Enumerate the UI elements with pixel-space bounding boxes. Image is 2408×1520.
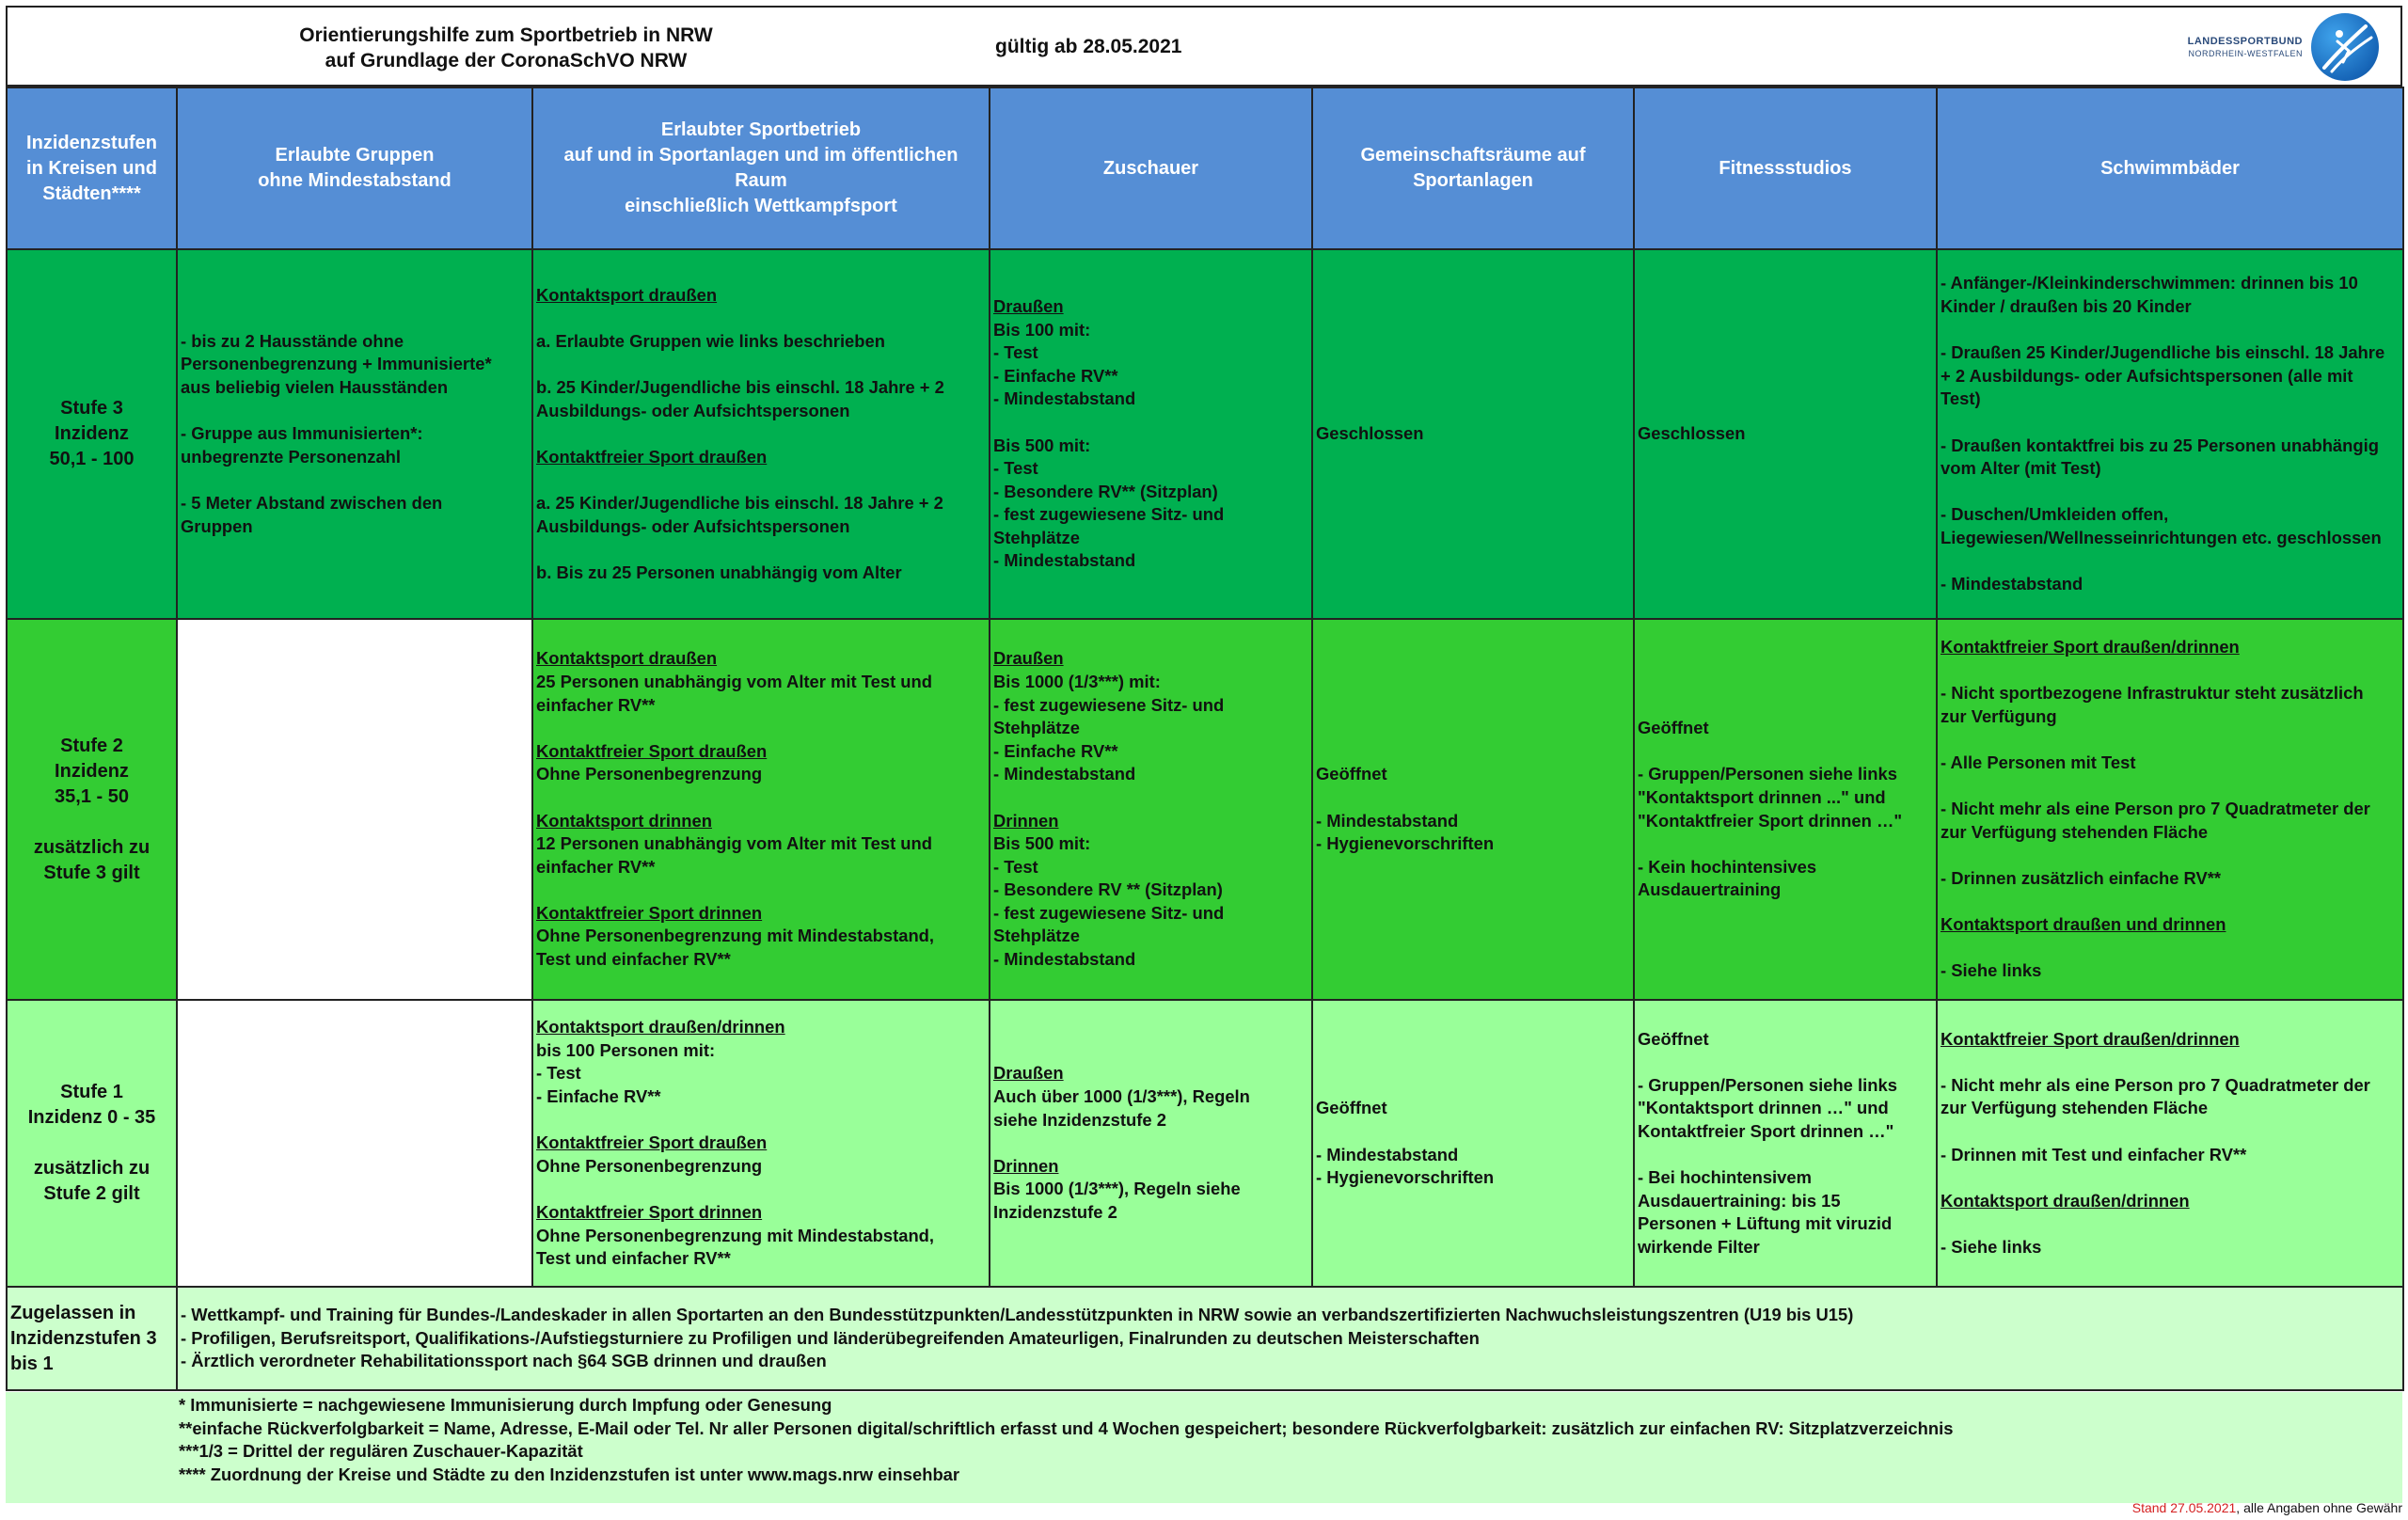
cell-line: zusätzlich zu [33, 836, 150, 858]
column-header-incidence: Inzidenzstufen in Kreisen und Städten**** [7, 87, 177, 249]
cell-line: - Gruppen/Personen siehe links [1638, 1074, 1897, 1095]
cell-line: einfacher RV** [536, 856, 656, 877]
cell-line [536, 717, 986, 740]
admitted-line: - Wettkampf- und Training für Bundes-/Landeskader in allen Sportarten an den Bundesstützpunkten/Landesstützpunkten in NRW sowie an verbandszertifizierten Nachwuchsleistungszentren (U19 bis U15) [181, 1305, 1854, 1325]
cell-line [1638, 1144, 1933, 1167]
logo-text-line-2: NORDRHEIN-WESTFALEN [2188, 49, 2303, 58]
cell-line: - fest zugewiesene Sitz- und [993, 902, 1225, 923]
valid-from-date: gültig ab 28.05.2021 [995, 36, 1182, 57]
cell-line: Kontaktsport draußen und drinnen [1941, 914, 2226, 935]
cell-line: Kontaktsport draußen [536, 648, 718, 669]
cell-line: Stehplätze [993, 718, 1080, 738]
cell-line: aus beliebig vielen Hausständen [181, 377, 449, 398]
cell-line: - Besondere RV** (Sitzplan) [993, 481, 1218, 501]
cell-line [993, 1132, 1308, 1155]
cell-line: - Kein hochintensives [1638, 856, 1817, 877]
cell-line: Kinder / draußen bis 20 Kinder [1941, 295, 2192, 316]
fitness-cell [1634, 619, 1937, 1000]
common-rooms-cell [1312, 619, 1634, 1000]
cell-line [1941, 1212, 2400, 1236]
cell-line [1941, 775, 2400, 799]
table-row [7, 1000, 2403, 1287]
cell-line: 12 Personen unabhängig vom Alter mit Test und [536, 833, 932, 854]
cell-line: 50,1 - 100 [49, 449, 135, 469]
spectators-cell [990, 1000, 1312, 1287]
cell-line: Geschlossen [1316, 423, 1424, 444]
cell-line: Kontaktfreier Sport draußen [536, 1132, 768, 1153]
cell-line: Bis 500 mit: [993, 435, 1091, 455]
cell-line [1941, 891, 2400, 914]
footnote-drittel: ***1/3 = Drittel der regulären Zuschauer-Kapazität [179, 1441, 583, 1462]
cell-line: - Mindestabstand [1316, 810, 1459, 831]
cell-line [1941, 844, 2400, 867]
cell-line: Test und einfacher RV** [536, 949, 731, 970]
cell-line: Stufe 3 [60, 398, 123, 419]
cell-line: Personenbegrenzung + Immunisierte* [181, 354, 492, 374]
document-title-line-1: Orientierungshilfe zum Sportbetrieb in NRW [299, 24, 713, 46]
landessportbund-logo-icon [2311, 13, 2379, 81]
cell-line [1638, 832, 1933, 856]
cell-line [10, 1131, 173, 1156]
cell-line: Geöffnet [1316, 764, 1387, 784]
cell-line: - Mindestabstand [993, 949, 1136, 970]
footnote-zuordnung: **** Zuordnung der Kreise und Städte zu den Inzidenzstufen ist unter www.mags.nrw einsehbar [179, 1464, 960, 1484]
stage-cell [7, 1000, 177, 1287]
footnotes [6, 1392, 2402, 1503]
cell-line [1941, 1051, 2400, 1074]
cell-line [1941, 728, 2400, 752]
cell-line [1941, 319, 2400, 342]
cell-line: Drinnen [993, 810, 1059, 831]
cell-line: - fest zugewiesene Sitz- und [993, 504, 1225, 525]
cell-line [536, 538, 986, 562]
cell-line: Stufe 1 [60, 1082, 123, 1102]
cell-line: a. 25 Kinder/Jugendliche bis einschl. 18 Jahre + 2 [536, 492, 943, 513]
cell-line: - Hygienevorschriften [1316, 1167, 1495, 1188]
table-row [7, 249, 2403, 619]
column-header-common-rooms: Gemeinschaftsräume auf Sportanlagen [1312, 87, 1634, 249]
stage-cell [7, 249, 177, 619]
cell-line: - Mindestabstand [993, 550, 1136, 571]
cell-line: - Gruppe aus Immunisierten*: [181, 423, 423, 444]
cell-line: siehe Inzidenzstufe 2 [993, 1109, 1166, 1130]
admitted-text [177, 1287, 2403, 1390]
admitted-line: - Profiligen, Berufsreitsport, Qualifikations-/Aufstiegsturniere zu Profiligen und länderübegreifenden Amateurligen, Finalrunden zu deutschen Meisterschaften [181, 1327, 1480, 1348]
cell-line: Test) [1941, 388, 1981, 409]
cell-line: "Kontaktfreier Sport drinnen …" [1638, 810, 1903, 831]
cell-line [1941, 1166, 2400, 1190]
stand-disclaimer: , alle Angaben ohne Gewähr [2236, 1500, 2402, 1515]
cell-line [993, 411, 1308, 435]
cell-line [1316, 786, 1630, 810]
cell-line: Ohne Personenbegrenzung [536, 1155, 763, 1176]
cell-line: Kontaktfreier Sport draußen/drinnen [1941, 637, 2240, 657]
admitted-row [7, 1287, 2403, 1390]
cell-line: - bis zu 2 Hausstände ohne [181, 330, 404, 351]
cell-line: Test und einfacher RV** [536, 1248, 731, 1269]
cell-line [10, 810, 173, 835]
cell-line: Auch über 1000 (1/3***), Regeln [993, 1086, 1250, 1107]
cell-line: vom Alter (mit Test) [1941, 458, 2101, 479]
cell-line: Geöffnet [1638, 1028, 1709, 1049]
cell-line [536, 1109, 986, 1132]
cell-line [1941, 937, 2400, 960]
cell-line: Inzidenz 0 - 35 [27, 1107, 156, 1128]
groups-cell [177, 1000, 532, 1287]
column-header-spectators: Zuschauer [990, 87, 1312, 249]
common-rooms-cell [1312, 249, 1634, 619]
cell-line: - Duschen/Umkleiden offen, [1941, 504, 2169, 525]
fitness-cell [1634, 249, 1937, 619]
cell-line: Kontaktsport drinnen [536, 810, 712, 831]
cell-line: Geöffnet [1316, 1098, 1387, 1118]
cell-line: b. Bis zu 25 Personen unabhängig vom Alter [536, 562, 902, 582]
cell-line: wirkende Filter [1638, 1236, 1760, 1257]
pools-cell [1937, 249, 2403, 619]
cell-line: Bis 1000 (1/3***), Regeln siehe [993, 1179, 1241, 1199]
document-title-line-2: auf Grundlage der CoronaSchVO NRW [325, 50, 688, 71]
cell-line [993, 786, 1308, 810]
cell-line [536, 1178, 986, 1201]
admitted-line: - Ärztlich verordneter Rehabilitationssport nach §64 SGB drinnen und draußen [181, 1351, 827, 1371]
cell-line: + 2 Ausbildungs- oder Aufsichtspersonen (alle mit [1941, 365, 2353, 386]
cell-line: - Einfache RV** [993, 740, 1118, 761]
cell-line: Inzidenz [55, 760, 129, 782]
cell-line: Kontaktsport draußen [536, 284, 718, 305]
cell-line: Ausdauertraining [1638, 879, 1782, 900]
cell-line: zur Verfügung stehenden Fläche [1941, 1098, 2209, 1118]
cell-line [1941, 1120, 2400, 1144]
cell-line: Ohne Personenbegrenzung [536, 764, 763, 784]
cell-line: - Besondere RV ** (Sitzplan) [993, 879, 1223, 900]
cell-line: Kontaktfreier Sport drinnen [536, 1201, 763, 1222]
cell-line: - Mindestabstand [993, 764, 1136, 784]
footnote-immunisierte: * Immunisierte = nachgewiesene Immunisierung durch Impfung oder Genesung [179, 1395, 832, 1415]
cell-line: Geschlossen [1638, 423, 1746, 444]
cell-line: 25 Personen unabhängig vom Alter mit Test und [536, 671, 932, 691]
cell-line [1941, 659, 2400, 683]
title-bar [6, 6, 2402, 87]
cell-line: - Mindestabstand [1941, 574, 2083, 594]
cell-line: zur Verfügung stehenden Fläche [1941, 821, 2209, 842]
cell-line: zur Verfügung [1941, 705, 2057, 726]
cell-line: Draußen [993, 648, 1064, 669]
stand-date: Stand 27.05.2021 [2131, 1500, 2237, 1515]
cell-line: Kontaktfreier Sport drinnen …" [1638, 1120, 1894, 1141]
cell-line: - Mindestabstand [993, 388, 1136, 409]
cell-line: - Draußen 25 Kinder/Jugendliche bis einschl. 18 Jahre [1941, 342, 2385, 363]
column-header-groups: Erlaubte Gruppen ohne Mindestabstand [177, 87, 532, 249]
cell-line: Stehplätze [993, 926, 1080, 946]
cell-line: Liegewiesen/Wellnesseinrichtungen etc. geschlossen [1941, 527, 2382, 547]
cell-line: - Test [993, 856, 1038, 877]
column-header-sport: Erlaubter Sportbetrieb auf und in Sportanlagen und im öffentlichen Raum einschließlich Wettkampfsport [532, 87, 990, 249]
cell-line: Bis 100 mit: [993, 319, 1091, 340]
cell-line: "Kontaktsport drinnen ..." und [1638, 786, 1886, 807]
cell-line: Kontaktfreier Sport draußen/drinnen [1941, 1028, 2240, 1049]
cell-line: - Siehe links [1941, 960, 2042, 981]
cell-line: - Nicht sportbezogene Infrastruktur steht zusätzlich [1941, 683, 2364, 704]
spectators-cell [990, 249, 1312, 619]
sport-cell [532, 1000, 990, 1287]
cell-line: Ausdauertraining: bis 15 [1638, 1190, 1841, 1211]
cell-line: Kontaktfreier Sport draußen [536, 740, 768, 761]
document-title [261, 23, 751, 73]
cell-line: einfacher RV** [536, 694, 656, 715]
cell-line: - Draußen kontaktfrei bis zu 25 Personen unabhängig [1941, 435, 2379, 455]
pools-cell [1937, 1000, 2403, 1287]
sport-cell [532, 619, 990, 1000]
fitness-cell [1634, 1000, 1937, 1287]
cell-line: - fest zugewiesene Sitz- und [993, 694, 1225, 715]
cell-line: Ohne Personenbegrenzung mit Mindestabstand, [536, 926, 935, 946]
cell-line: Bis 1000 (1/3***) mit: [993, 671, 1161, 691]
cell-line [536, 307, 986, 330]
cell-line: Geöffnet [1638, 718, 1709, 738]
cell-line: Kontaktfreier Sport drinnen [536, 902, 763, 923]
cell-line: Stufe 3 gilt [43, 862, 140, 883]
cell-line: - Anfänger-/Kleinkinderschwimmen: drinnen bis 10 [1941, 273, 2358, 293]
cell-line [1941, 549, 2400, 573]
cell-line [536, 422, 986, 446]
cell-line: - Alle Personen mit Test [1941, 752, 2136, 773]
cell-line: - Mindestabstand [1316, 1144, 1459, 1164]
cell-line [181, 400, 529, 423]
stand-note [2132, 1499, 2402, 1516]
landessportbund-logo [2185, 13, 2398, 81]
cell-line: Personen + Lüftung mit viruzid [1638, 1213, 1893, 1234]
cell-line: Ausbildungs- oder Aufsichtspersonen [536, 515, 850, 536]
cell-line [1638, 1051, 1933, 1074]
cell-line: zusätzlich zu [33, 1158, 150, 1179]
sport-cell [532, 249, 990, 619]
cell-line [536, 879, 986, 902]
cell-line: Stufe 2 [60, 735, 123, 756]
cell-line [1941, 411, 2400, 435]
logo-text-line-1: LANDESSPORTBUND [2187, 36, 2303, 47]
cell-line: b. 25 Kinder/Jugendliche bis einschl. 18 Jahre + 2 [536, 377, 944, 398]
table-row [7, 619, 2403, 1000]
cell-line: - Einfache RV** [536, 1086, 661, 1107]
cell-line [536, 468, 986, 492]
cell-line: Kontaktsport draußen/drinnen [536, 1017, 785, 1037]
cell-line: - 5 Meter Abstand zwischen den [181, 492, 443, 513]
cell-line: Kontaktsport draußen/drinnen [1941, 1190, 2190, 1211]
cell-line: - Hygienevorschriften [1316, 833, 1495, 854]
cell-line [1941, 481, 2400, 504]
cell-line: Inzidenzstufe 2 [993, 1201, 1117, 1222]
footnote-rueckverfolgbarkeit: **einfache Rückverfolgbarkeit = Name, Adresse, E-Mail oder Tel. Nr aller Personen digital/schriftlich erfasst und 4 Wochen gespeichert; besondere Rückverfolgbarkeit: zusätzlich zur einfachen RV: Sitzplatzverzeichnis [179, 1417, 1954, 1438]
cell-line: - Drinnen zusätzlich einfache RV** [1941, 867, 2222, 888]
cell-line: a. Erlaubte Gruppen wie links beschrieben [536, 330, 885, 351]
cell-line [181, 468, 529, 492]
groups-cell [177, 619, 532, 1000]
cell-line: - Drinnen mit Test und einfacher RV** [1941, 1144, 2247, 1164]
cell-line: Draußen [993, 295, 1064, 316]
cell-line [536, 786, 986, 810]
cell-line: bis 100 Personen mit: [536, 1039, 716, 1060]
cell-line [536, 353, 986, 376]
cell-line: Stehplätze [993, 527, 1080, 547]
cell-line: - Bei hochintensivem [1638, 1167, 1812, 1188]
stage-cell [7, 619, 177, 1000]
cell-line: Draußen [993, 1063, 1064, 1084]
cell-line: - Nicht mehr als eine Person pro 7 Quadratmeter der [1941, 1074, 2370, 1095]
sport-rules-table [6, 87, 2404, 1391]
cell-line: Ausbildungs- oder Aufsichtspersonen [536, 400, 850, 420]
table-header-row [7, 87, 2403, 249]
cell-line: - Nicht mehr als eine Person pro 7 Quadratmeter der [1941, 799, 2370, 819]
cell-line [1638, 740, 1933, 764]
cell-line: Inzidenz [55, 423, 129, 444]
admitted-label: Zugelassen in Inzidenzstufen 3 bis 1 [7, 1287, 177, 1390]
common-rooms-cell [1312, 1000, 1634, 1287]
cell-line: Ohne Personenbegrenzung mit Mindestabstand, [536, 1225, 935, 1245]
cell-line: - Einfache RV** [993, 365, 1118, 386]
cell-line: - Test [536, 1063, 581, 1084]
cell-line: Gruppen [181, 515, 253, 536]
column-header-fitness: Fitnessstudios [1634, 87, 1937, 249]
cell-line: Stufe 2 gilt [43, 1183, 140, 1204]
groups-cell [177, 249, 532, 619]
cell-line: "Kontaktsport drinnen …" und [1638, 1098, 1889, 1118]
cell-line: unbegrenzte Personenzahl [181, 446, 402, 467]
cell-line: - Test [993, 342, 1038, 363]
logo-text [2185, 36, 2303, 60]
cell-line: Drinnen [993, 1155, 1059, 1176]
cell-line [1316, 1120, 1630, 1144]
cell-line: Kontaktfreier Sport draußen [536, 446, 768, 467]
cell-line: - Gruppen/Personen siehe links [1638, 764, 1897, 784]
column-header-pools: Schwimmbäder [1937, 87, 2403, 249]
spectators-cell [990, 619, 1312, 1000]
cell-line: - Test [993, 458, 1038, 479]
cell-line: - Siehe links [1941, 1236, 2042, 1257]
cell-line: Bis 500 mit: [993, 833, 1091, 854]
pools-cell [1937, 619, 2403, 1000]
cell-line: 35,1 - 50 [55, 785, 129, 807]
